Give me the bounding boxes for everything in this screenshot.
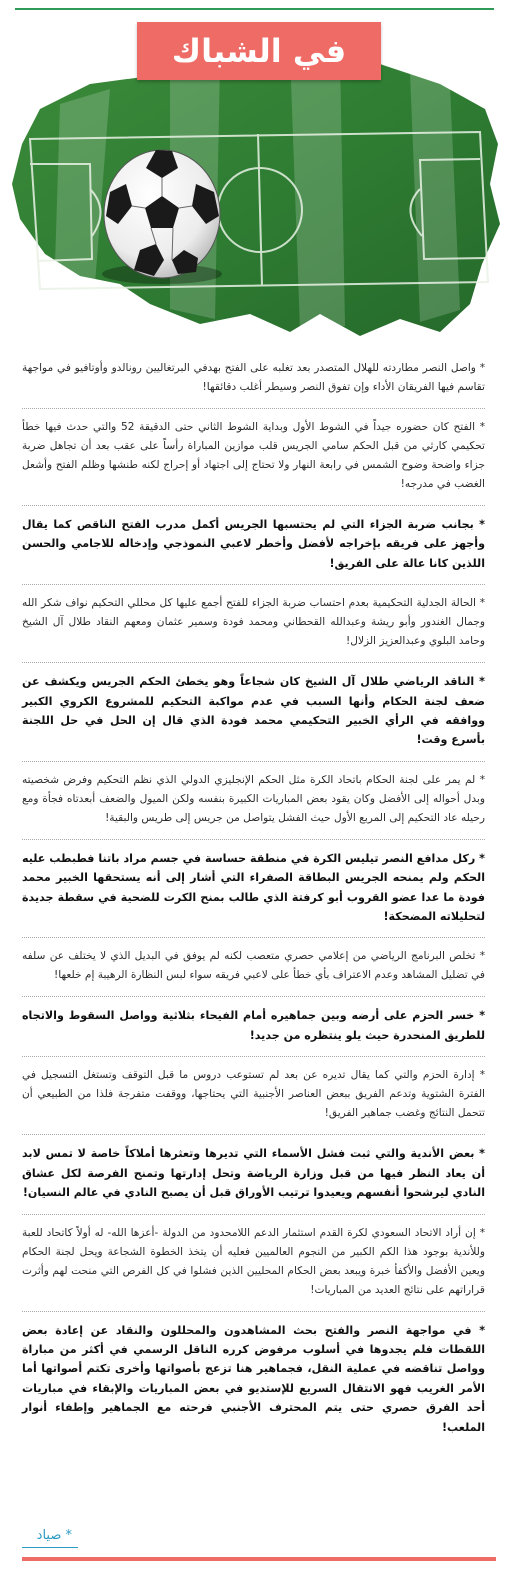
article-paragraph: * واصل النصر مطاردته للهلال المتصدر بعد تغلبه على الفتح بهدفي البرتغاليين رونالدو وأوتافيو في مواجهة تقاسم فيها الفريقان الأداء وإن تفوق النصر وسيطر أغلب دقائقها! xyxy=(22,350,485,409)
article-paragraph-highlight: * ركل مدافع النصر تيليس الكرة في منطقة حساسة في جسم مراد باتنا فطبطب عليه الحكم ولم يمنحه الجريس البطاقة الصفراء التي أشار إلى أنه يستحقها الخبير محمد فودة ما عدا عضو القروب أبو كرفتة الذي طالب بمنح الكرت للضحية في سقطة جديدة لتحليلاته المضحكة! xyxy=(22,840,485,939)
article-paragraph: * إن أراد الاتحاد السعودي لكرة القدم استثمار الدعم اللامحدود من الدولة -أعزها الله- له أولاً كاتحاد للعبة وللأندية بوجود هذا الكم الكبير من النجوم العالميين فعليه أن يتخذ الخطوة الشجاعة ويحل لجنة الحكام ويعين الأفضل والأكفأ خبرة ويبعد بعض الحكام المحليين الذين فشلوا في كل الفرص التي منحت لهم وأثرت قراراتهم على نتائج العديد من المباريات! xyxy=(22,1215,485,1312)
article-paragraph: * تخلص البرنامج الرياضي من إعلامي حصري متعصب لكنه لم يوفق في البديل الذي لا يختلف عن سلفه في تضليل المشاهد وعدم الاعتراف بأي خطأ على لاعبي فريقه سواء لبس النظارة الرهيبة إم خلعها! xyxy=(22,938,485,997)
article-paragraph: * الحالة الجدلية التحكيمية بعدم احتساب ضربة الجزاء للفتح أجمع عليها كل محللي التحكيم نواف شكر الله وجمال الغندور وأبو ريشة وعبدالله القحطاني ومحمد فودة وسمير عثمان ومعهم النقاد طلال آل الشيخ وحامد البلوي وعبدالعزيز الزلال! xyxy=(22,585,485,663)
article-paragraph-highlight: * خسر الحزم على أرضه وبين جماهيره أمام الفيحاء بثلاثية وواصل السقوط والاتجاه للطريق المنحدرة حيث يلو ينتظره من جديد! xyxy=(22,997,485,1057)
article-body xyxy=(22,350,485,1448)
article-paragraph: * إدارة الحزم والتي كما يقال تديره عن بعد لم تستوعب دروس ما قبل التوقف وتستغل التسجيل في الفترة الشتوية وتدعم الفريق ببعض العناصر الأجنبية التي يحتاجها، ووقفت متفرجة فلذا من الطبيعي أن تتحمل النتائج وغضب جماهير الفريق! xyxy=(22,1057,485,1135)
article-paragraph-highlight: * الناقد الرياضي طلال آل الشيخ كان شجاعاً وهو يخطئ الحكم الجريس ويكشف عن ضعف لجنة الحكام وأنها السبب في عدم مواكبة التحكيم للمشروع الكروي الكبير ووافقه في الرأي الخبير التحكيمي محمد فودة الذي قال إن الحل في حل اللجنة بأسرع وقت! xyxy=(22,663,485,762)
signature-underline xyxy=(22,1547,78,1548)
section-title: في الشباك xyxy=(137,22,381,80)
article-paragraph-highlight: * بعض الأندية والتي ثبت فشل الأسماء التي تديرها وتعثرها أملاكاً خاصة لا تمس لابد أن يعاد النظر فيها من قبل وزارة الرياضة وتحل إدارتها وتمنح الفرصة لكل عشاق النادي ليرشحوا أنفسهم ويعيدوا ترتيب الأوراق قبل أن يصبح النادي في عالم النسيان! xyxy=(22,1135,485,1214)
article-paragraph-highlight: * في مواجهة النصر والفتح بحث المشاهدون والمحللون والنقاد عن إعادة بعض اللقطات فلم يجدوها في أسلوب مرفوض كرره الناقل الرسمي في أكثر من مباراة وواصل تناقضه في عملية النقل، فجماهير هنا تزعج بأصواتها وأخرى تكتم أصواتها أما الأمر الغريب فهو الانتقال السريع للإستديو في بعض المباريات والإبقاء في مباريات أحد الفرق حصري حتى يتم المحترف الأجنبي فرحته مع الجماهير وإطفاء أنوار الملعب! xyxy=(22,1323,485,1434)
bottom-red-rule xyxy=(22,1557,496,1561)
article-paragraph: * الفتح كان حضوره جيداً في الشوط الأول وبداية الشوط الثاني حتى الدقيقة 52 والتي حدث فيها خطأ تحكيمي كارثي من قبل الحكم سامي الجريس قلب موازين المباراة رأساً على عقب بعد أن تجاهل ضربة جزاء واضحة وضوح الشمس في رابعة النهار ولا تحتاج إلى اجتهاد أو إحراج لكنه طنشها وظلم الفتح وأشعل الغضب في مدرجه! xyxy=(22,409,485,506)
article-paragraph: * لم يمر على لجنة الحكام باتحاد الكرة مثل الحكم الإنجليزي الدولي الذي نظم التحكيم وفرض شخصيته وبدل أحواله إلى الأفضل وكان يقود بعض المباريات الكبيرة بنفسه ولكن الميول والضعف أبعدتاه فجأة ومع رحيله عاد التحكيم إلى المربع الأول حيث الفشل يتواصل من جريس إلى طريس والبقية! xyxy=(22,762,485,840)
author-signature: * صياد xyxy=(36,1528,72,1543)
top-green-rule xyxy=(15,8,494,10)
article-paragraph-highlight: * بجانب ضربة الجزاء التي لم يحتسبها الجريس أكمل مدرب الفتح الناقص كما يقال وأجهز على فريقه بإخراجه لأفضل وأخطر لاعبي النموذجي وإدخاله للاجامي والحسن اللذين كانا عالة على الفريق! xyxy=(22,506,485,585)
